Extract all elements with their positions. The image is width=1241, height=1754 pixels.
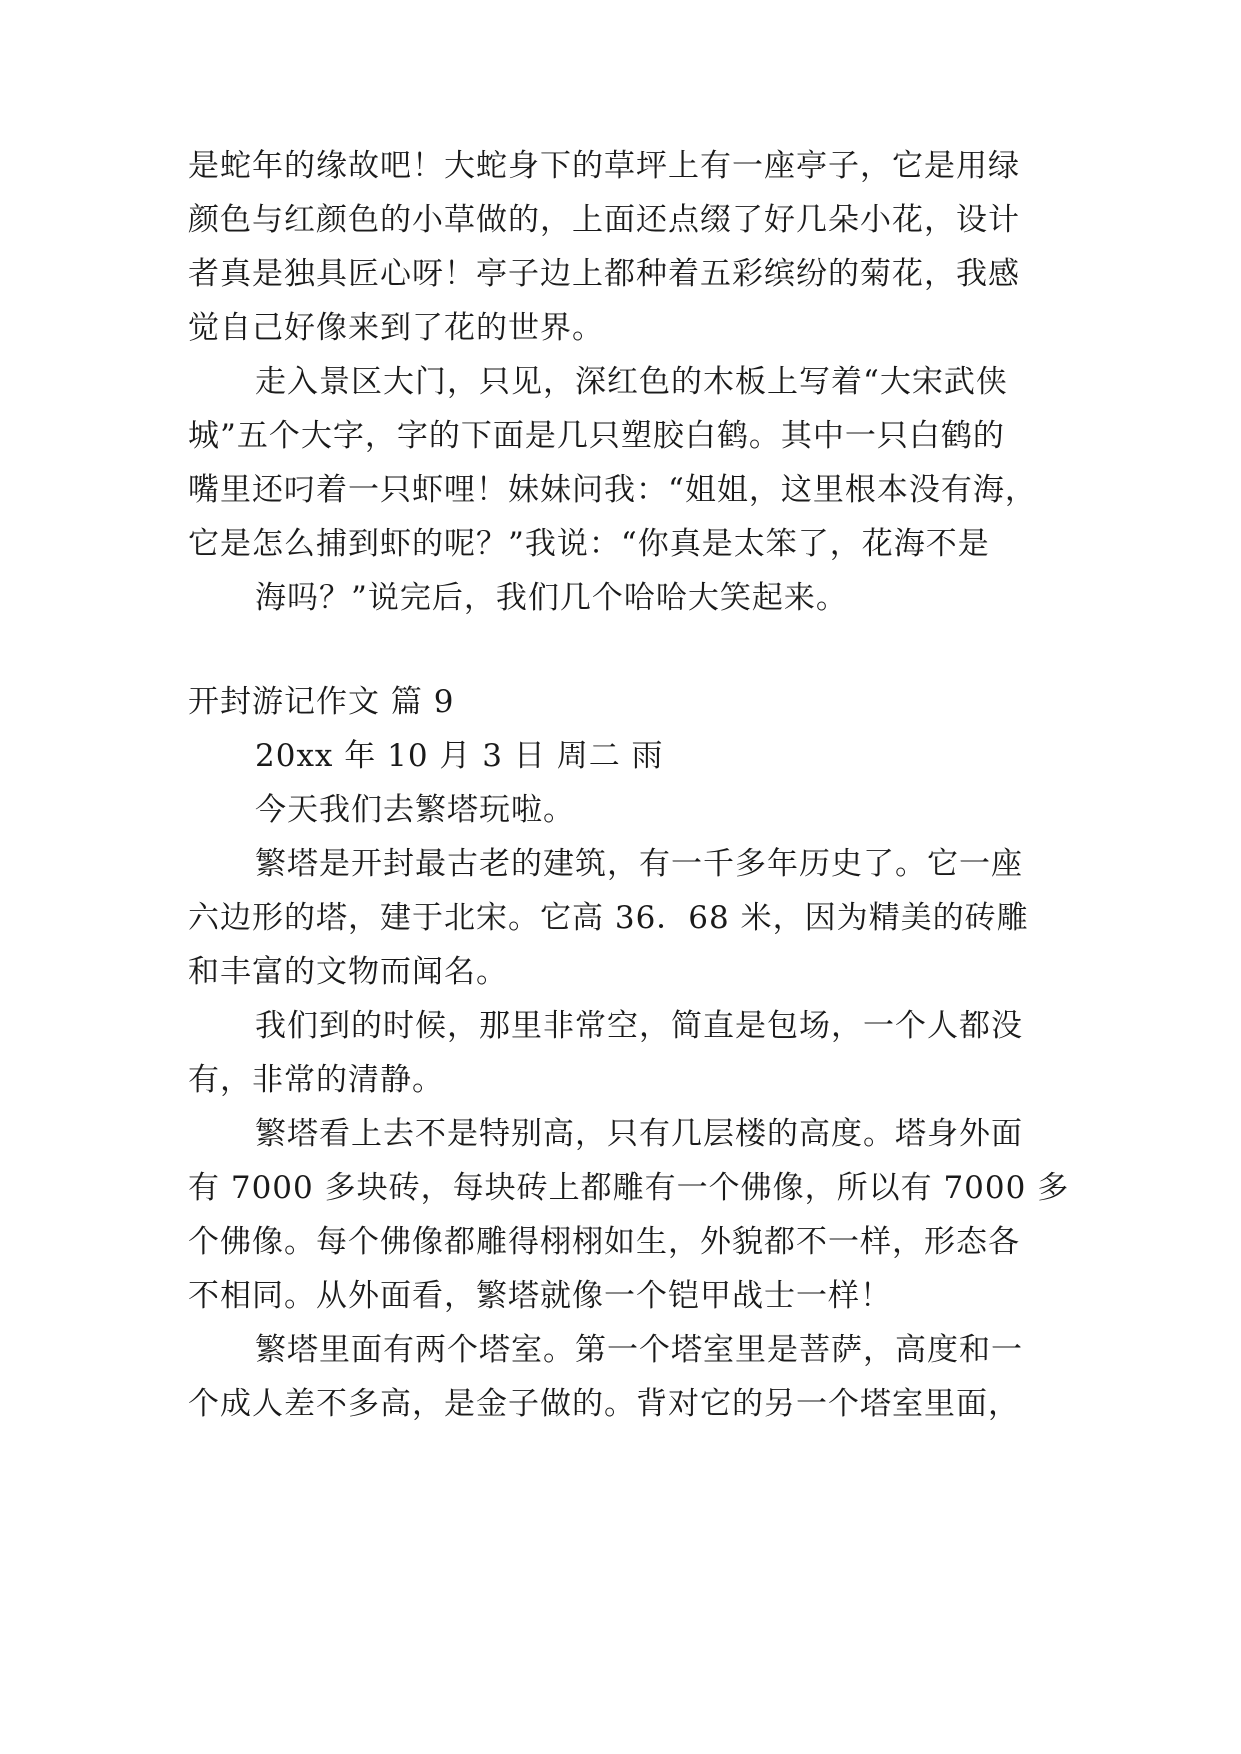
paragraph-line: 繁塔看上去不是特别高，只有几层楼的高度。塔身外面	[255, 1116, 1023, 1152]
paragraph-line: 和丰富的文物而闻名。	[188, 954, 508, 990]
paragraph-line: 者真是独具匠心呀！亭子边上都种着五彩缤纷的菊花，我感	[188, 256, 1020, 292]
paragraph-line: 是蛇年的缘故吧！大蛇身下的草坪上有一座亭子，它是用绿	[188, 148, 1020, 184]
paragraph-line: 繁塔里面有两个塔室。第一个塔室里是菩萨，高度和一	[255, 1332, 1023, 1368]
article-heading: 开封游记作文 篇 9	[188, 684, 455, 720]
paragraph-line: 六边形的塔，建于北宋。它高 36．68 米，因为精美的砖雕	[188, 900, 1029, 936]
paragraph-line: 城”五个大字，字的下面是几只塑胶白鹤。其中一只白鹤的	[188, 418, 1005, 454]
paragraph-line: 嘴里还叼着一只虾哩！妹妹问我：“姐姐，这里根本没有海，	[188, 472, 1037, 508]
paragraph-line: 它是怎么捕到虾的呢？”我说：“你真是太笨了，花海不是	[188, 526, 990, 562]
paragraph-line: 今天我们去繁塔玩啦。	[255, 792, 575, 828]
paragraph-line: 个成人差不多高，是金子做的。背对它的另一个塔室里面，	[188, 1386, 1020, 1422]
paragraph-line: 觉自己好像来到了花的世界。	[188, 310, 604, 346]
paragraph-line: 有 7000 多块砖，每块砖上都雕有一个佛像，所以有 7000 多	[188, 1170, 1070, 1206]
paragraph-line: 我们到的时候，那里非常空，简直是包场，一个人都没	[255, 1008, 1023, 1044]
date-line: 20xx 年 10 月 3 日 周二 雨	[255, 738, 664, 774]
paragraph-line: 不相同。从外面看，繁塔就像一个铠甲战士一样！	[188, 1278, 892, 1314]
paragraph-line: 海吗？”说完后，我们几个哈哈大笑起来。	[255, 580, 848, 616]
paragraph-line: 繁塔是开封最古老的建筑，有一千多年历史了。它一座	[255, 846, 1023, 882]
paragraph-line: 颜色与红颜色的小草做的，上面还点缀了好几朵小花，设计	[188, 202, 1020, 238]
paragraph-line: 个佛像。每个佛像都雕得栩栩如生，外貌都不一样，形态各	[188, 1224, 1020, 1260]
paragraph-line: 走入景区大门，只见，深红色的木板上写着“大宋武侠	[255, 364, 1008, 400]
paragraph-line: 有，非常的清静。	[188, 1062, 444, 1098]
